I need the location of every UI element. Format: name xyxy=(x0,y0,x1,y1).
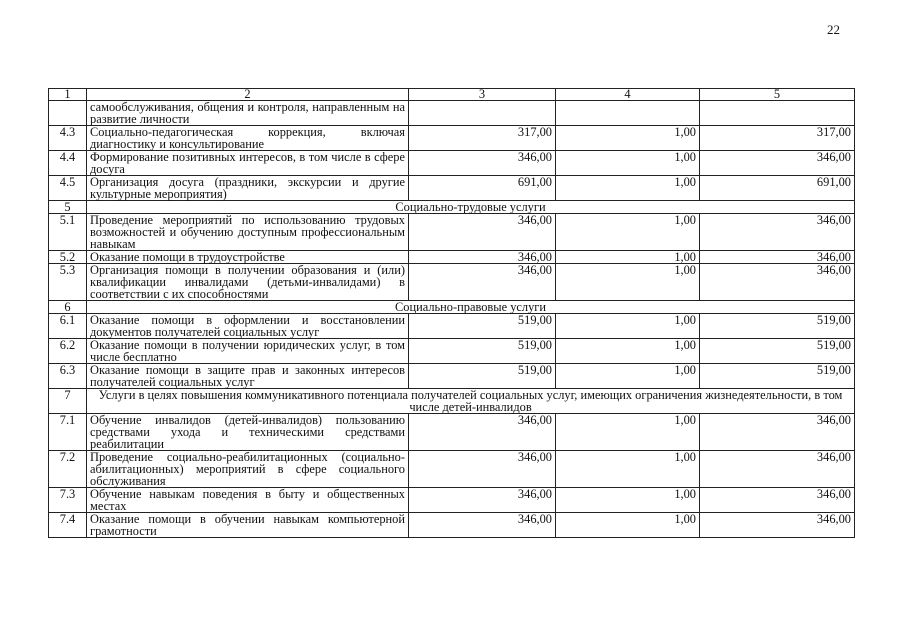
section-row xyxy=(49,389,855,414)
quantity-cell: 1,00 xyxy=(556,414,700,451)
row-number: 4.3 xyxy=(49,126,87,151)
quantity-cell: 1,00 xyxy=(556,151,700,176)
tariff-cell: 346,00 xyxy=(409,264,556,301)
row-number: 5.2 xyxy=(49,251,87,264)
section-number: 7 xyxy=(49,389,87,414)
quantity-cell: 1,00 xyxy=(556,314,700,339)
service-name: Организация помощи в получении образования и (или) квалификации инвалидами (детьми-инвалидами) в соответствии с их способностями xyxy=(87,264,409,301)
service-name: Оказание помощи в трудоустройстве xyxy=(87,251,409,264)
tariff-cell: 346,00 xyxy=(409,214,556,251)
page-number: 22 xyxy=(827,22,840,37)
service-name: Оказание помощи в оформлении и восстановлении документов получателей социальных услуг xyxy=(87,314,409,339)
total-cell: 346,00 xyxy=(700,251,855,264)
quantity-cell: 1,00 xyxy=(556,488,700,513)
table-row xyxy=(49,251,855,264)
total-cell: 346,00 xyxy=(700,451,855,488)
row-number: 7.2 xyxy=(49,451,87,488)
tariff-cell: 519,00 xyxy=(409,364,556,389)
table-row xyxy=(49,126,855,151)
quantity-cell: 1,00 xyxy=(556,264,700,301)
row-number: 6.3 xyxy=(49,364,87,389)
row-number: 7.1 xyxy=(49,414,87,451)
table-row xyxy=(49,488,855,513)
total-cell: 346,00 xyxy=(700,214,855,251)
tariff-cell: 346,00 xyxy=(409,488,556,513)
service-name: Проведение мероприятий по использованию трудовых возможностей и обучению доступным профессиональным навыкам xyxy=(87,214,409,251)
table-row xyxy=(49,513,855,538)
column-header: 5 xyxy=(700,89,855,101)
table-row xyxy=(49,414,855,451)
total-cell: 346,00 xyxy=(700,414,855,451)
total-cell: 346,00 xyxy=(700,264,855,301)
row-number xyxy=(49,101,87,126)
table-row xyxy=(49,364,855,389)
row-number: 5.1 xyxy=(49,214,87,251)
row-number: 6.1 xyxy=(49,314,87,339)
table-row xyxy=(49,314,855,339)
table-row xyxy=(49,101,855,126)
service-name: самообслуживания, общения и контроля, направленным на развитие личности xyxy=(87,101,409,126)
row-number: 7.3 xyxy=(49,488,87,513)
table-row xyxy=(49,214,855,251)
table-header-row xyxy=(49,89,855,101)
tariff-cell: 346,00 xyxy=(409,251,556,264)
section-row xyxy=(49,301,855,314)
table-row xyxy=(49,264,855,301)
quantity-cell: 1,00 xyxy=(556,513,700,538)
tariff-cell: 346,00 xyxy=(409,414,556,451)
quantity-cell: 1,00 xyxy=(556,364,700,389)
total-cell: 346,00 xyxy=(700,513,855,538)
tariff-cell: 317,00 xyxy=(409,126,556,151)
quantity-cell: 1,00 xyxy=(556,451,700,488)
total-cell xyxy=(700,101,855,126)
quantity-cell: 1,00 xyxy=(556,176,700,201)
service-name: Оказание помощи в защите прав и законных интересов получателей социальных услуг xyxy=(87,364,409,389)
section-number: 6 xyxy=(49,301,87,314)
section-row xyxy=(49,201,855,214)
service-name: Обучение навыкам поведения в быту и общественных местах xyxy=(87,488,409,513)
section-title: Услуги в целях повышения коммуникативного потенциала получателей социальных услуг, имеющих ограничения жизнедеятельности, в том числе детей-инвалидов xyxy=(87,389,855,414)
total-cell: 519,00 xyxy=(700,364,855,389)
table-row xyxy=(49,451,855,488)
column-header: 4 xyxy=(556,89,700,101)
tariff-cell: 691,00 xyxy=(409,176,556,201)
service-name: Формирование позитивных интересов, в том числе в сфере досуга xyxy=(87,151,409,176)
row-number: 4.5 xyxy=(49,176,87,201)
total-cell: 317,00 xyxy=(700,126,855,151)
section-title: Социально-правовые услуги xyxy=(87,301,855,314)
service-name: Проведение социально-реабилитационных (социально-абилитационных) мероприятий в сфере социального обслуживания xyxy=(87,451,409,488)
row-number: 4.4 xyxy=(49,151,87,176)
tariff-cell: 346,00 xyxy=(409,513,556,538)
total-cell: 346,00 xyxy=(700,488,855,513)
row-number: 5.3 xyxy=(49,264,87,301)
service-name: Оказание помощи в обучении навыкам компьютерной грамотности xyxy=(87,513,409,538)
quantity-cell: 1,00 xyxy=(556,251,700,264)
service-name: Оказание помощи в получении юридических услуг, в том числе бесплатно xyxy=(87,339,409,364)
row-number: 6.2 xyxy=(49,339,87,364)
service-name: Социально-педагогическая коррекция, включая диагностику и консультирование xyxy=(87,126,409,151)
column-header: 2 xyxy=(87,89,409,101)
tariff-cell: 346,00 xyxy=(409,151,556,176)
quantity-cell: 1,00 xyxy=(556,214,700,251)
table-row xyxy=(49,176,855,201)
quantity-cell xyxy=(556,101,700,126)
column-header: 1 xyxy=(49,89,87,101)
services-table xyxy=(48,88,855,538)
tariff-cell: 346,00 xyxy=(409,451,556,488)
tariff-cell: 519,00 xyxy=(409,339,556,364)
table-row xyxy=(49,151,855,176)
service-name: Обучение инвалидов (детей-инвалидов) пользованию средствами ухода и техническими средствами реабилитации xyxy=(87,414,409,451)
row-number: 7.4 xyxy=(49,513,87,538)
total-cell: 519,00 xyxy=(700,314,855,339)
quantity-cell: 1,00 xyxy=(556,126,700,151)
table-row xyxy=(49,339,855,364)
tariff-cell: 519,00 xyxy=(409,314,556,339)
total-cell: 519,00 xyxy=(700,339,855,364)
column-header: 3 xyxy=(409,89,556,101)
section-number: 5 xyxy=(49,201,87,214)
section-title: Социально-трудовые услуги xyxy=(87,201,855,214)
service-name: Организация досуга (праздники, экскурсии и другие культурные мероприятия) xyxy=(87,176,409,201)
quantity-cell: 1,00 xyxy=(556,339,700,364)
total-cell: 691,00 xyxy=(700,176,855,201)
total-cell: 346,00 xyxy=(700,151,855,176)
tariff-cell xyxy=(409,101,556,126)
